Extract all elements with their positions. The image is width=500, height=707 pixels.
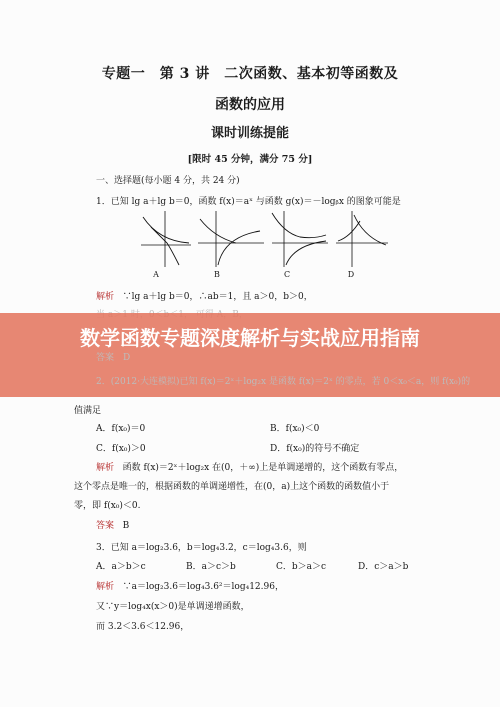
graph-label-a: A [153,270,159,279]
question-2-continued: 值满足 [74,406,102,416]
question-2: 2．(2012·大连模拟)已知 f(x)＝2ˣ＋log₂x 是函数 f(x)＝2ˣ 的零点，若 0＜x₀＜a，则 f(x₀)的 [96,377,471,387]
analysis-3-line3: 而 3.2＜3.6＜12.96， [96,622,190,632]
section-heading: 一、选择题(每小题 4 分，共 24 分) [96,176,240,186]
analysis-2-line2: 这个零点是唯一的，根据函数的单调递增性，在(0，a)上这个函数的函数值小于 [74,482,390,492]
q3-option-a: A．a＞b＞c [96,562,146,572]
analysis-1 [96,289,313,302]
analysis-3-line2: 又∵y＝log₄x(x＞0)是单调递增函数， [96,602,250,612]
graph-b [196,207,266,269]
question-3: 3．已知 a＝log₂3.6，b＝log₄3.2，c＝log₄3.6，则 [96,543,307,553]
graph-c [270,207,330,269]
graph-d [334,207,390,269]
analysis-label: 解析 [96,582,115,592]
document-subtitle: 课时训练提能 [210,126,289,141]
graph-a [137,207,193,269]
answer-1: 答案 D [96,353,131,363]
answer-2-value: B [122,521,130,531]
option-d: D．f(x₀)的符号不确定 [270,444,360,454]
analysis-label: 解析 [96,463,115,473]
option-c: C．f(x₀)＞0 [96,444,146,454]
document-title-continued: 函数的应用 [215,97,285,113]
document-title: 专题一 第 3 讲 二次函数、基本初等函数及 [101,66,399,82]
analysis-2 [96,460,403,473]
option-a: A．f(x₀)＝0 [96,424,146,434]
analysis-1-text: ∵lg a＋lg b＝0，∴ab＝1，且 a＞0，b＞0， [122,292,313,302]
analysis-label: 解析 [96,292,115,302]
q3-option-c: C．b＞a＞c [276,562,327,572]
graph-label-c: C [283,270,291,279]
banner-title: 数学函数专题深度解析与实战应用指南 [80,326,420,350]
graph-label-b: B [214,270,220,279]
question-1: 1．已知 lg a＋lg b＝0，函数 f(x)＝aˣ 与函数 g(x)＝－logᵦx 的图象可能是 [96,197,401,207]
analysis-2-line3: 零，即 f(x₀)＜0. [74,501,141,511]
analysis-3 [96,579,284,592]
time-limit: [限时 45 分钟，满分 75 分] [187,154,313,165]
answer-label: 答案 [96,521,115,531]
q3-option-d: D．c＞a＞b [358,562,409,572]
q3-option-b: B．a＞c＞b [186,562,236,572]
graph-label-d: D [347,270,355,279]
analysis-2-text: 函数 f(x)＝2ˣ＋log₂x 在(0，＋∞)上是单调递增的，这个函数有零点， [122,463,404,473]
option-b: B．f(x₀)＜0 [270,424,320,434]
answer-2 [96,518,129,531]
analysis-3-text: ∵a＝log₂3.6＝log₄3.6²＝log₄12.96， [122,582,284,592]
